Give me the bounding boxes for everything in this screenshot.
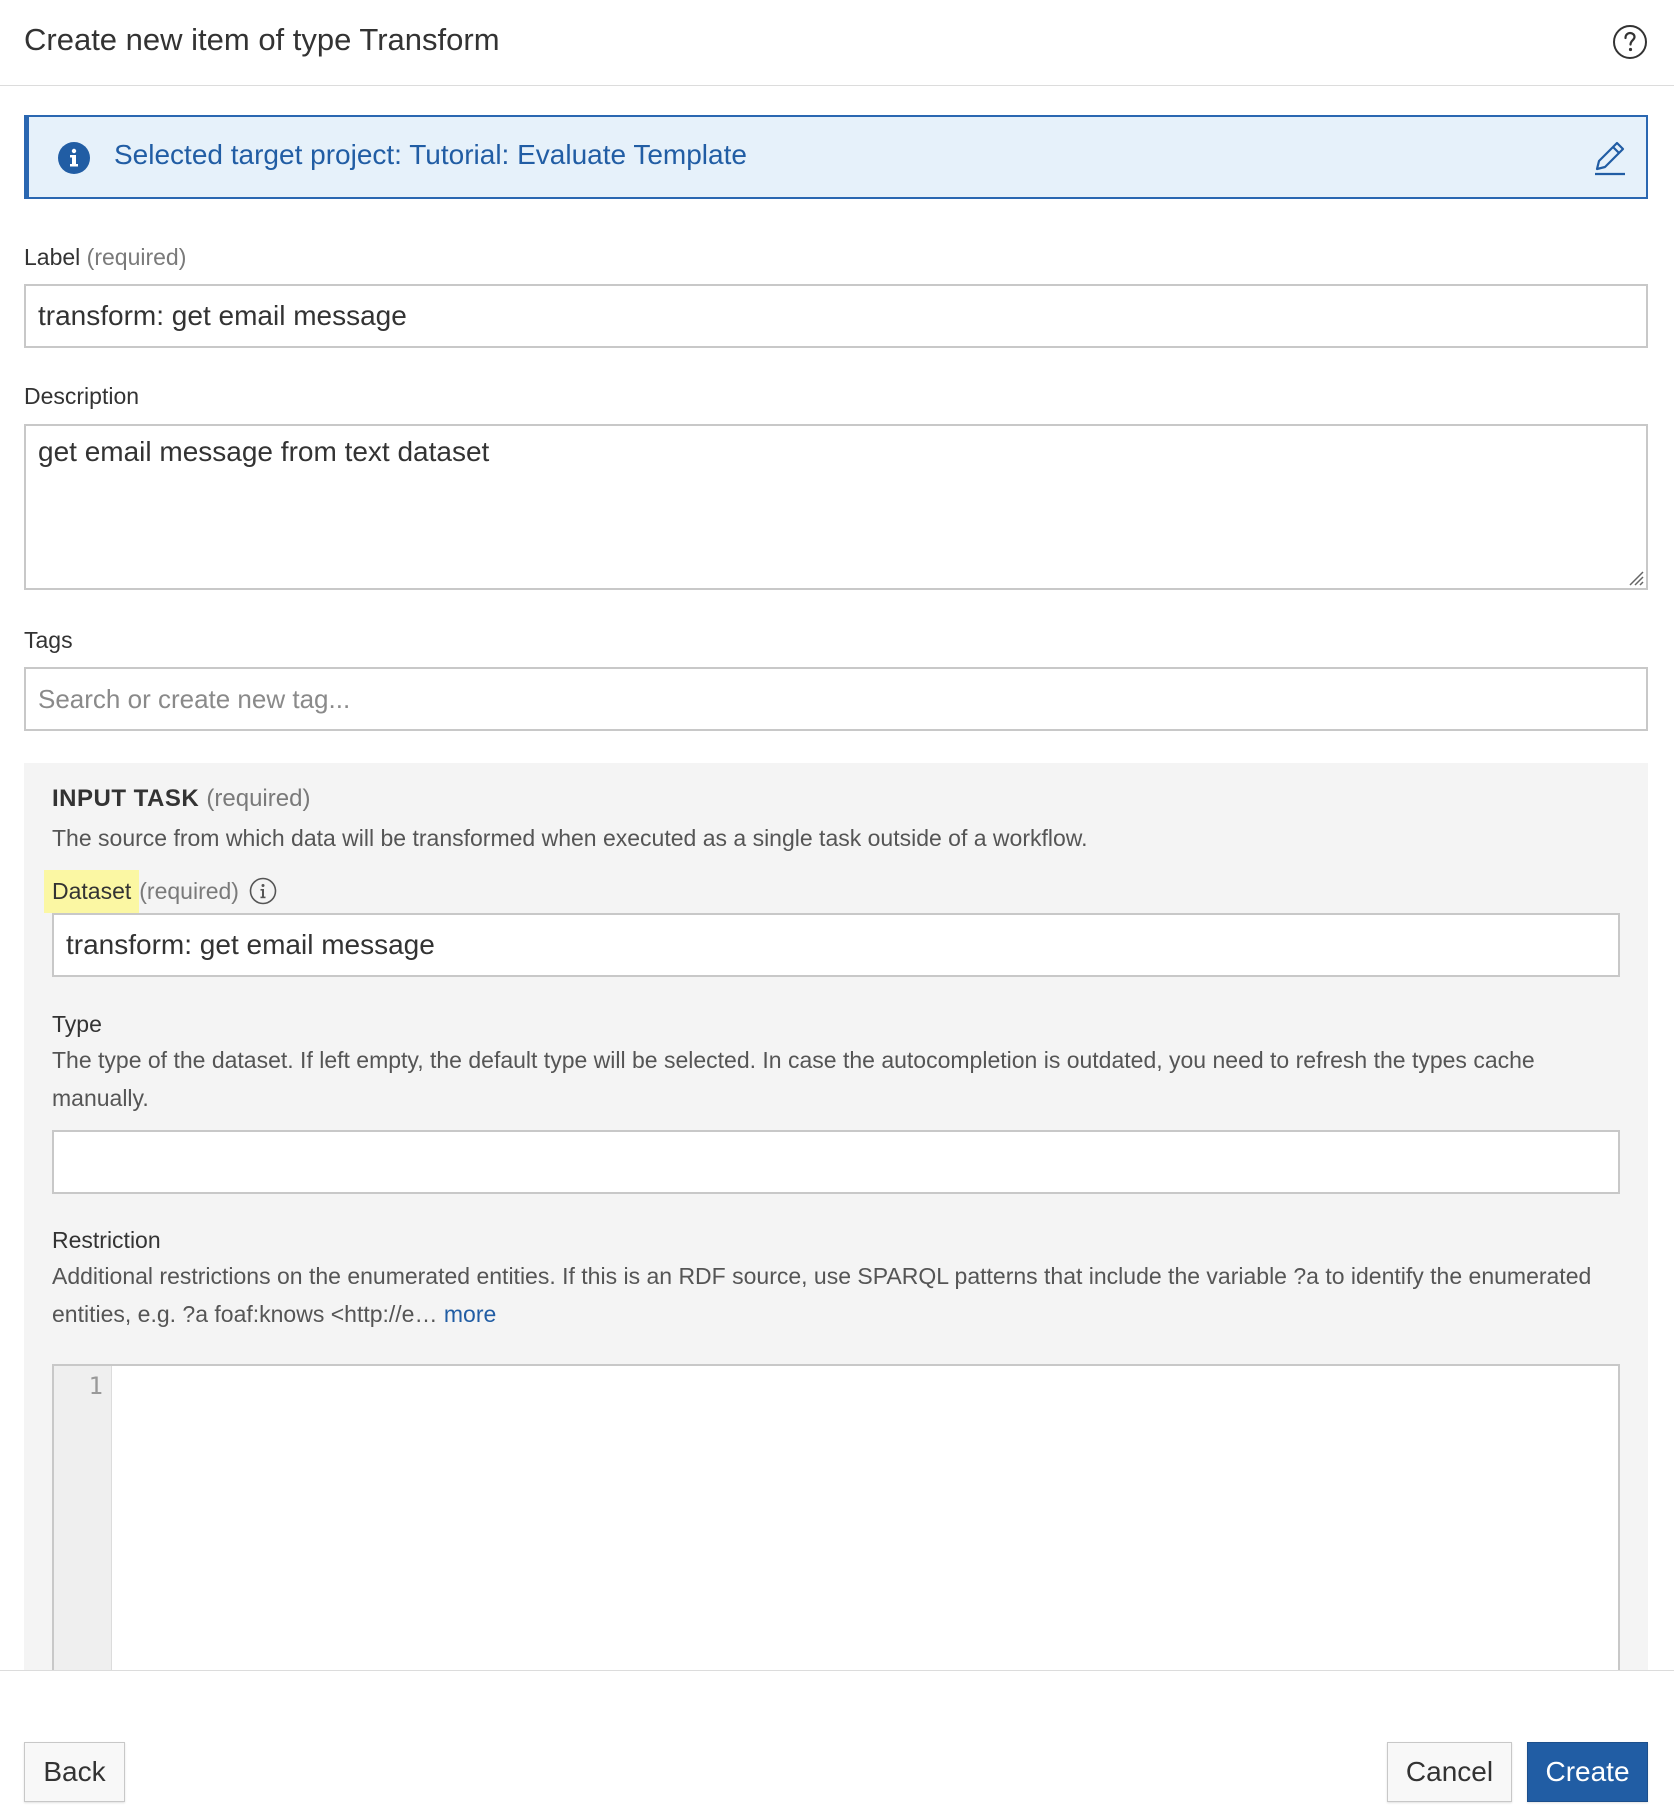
line-number-gutter: [54, 1366, 112, 1670]
description-value: get email message from text dataset: [38, 436, 490, 467]
restriction-code-editor[interactable]: [52, 1364, 1620, 1670]
type-field-label: Type: [52, 1011, 102, 1037]
dialog-footer: [0, 1670, 1674, 1814]
description-field-label: Description: [24, 383, 140, 409]
tags-input[interactable]: Search or create new tag...: [24, 667, 1648, 731]
target-project-text: Selected target project: Tutorial: Evaluate Template: [114, 139, 747, 170]
cancel-button[interactable]: Cancel: [1387, 1742, 1512, 1802]
restriction-field-label: Restriction: [52, 1227, 161, 1253]
line-number: 1: [88, 1372, 103, 1400]
dataset-field-label: [44, 869, 277, 913]
back-button[interactable]: Back: [24, 1742, 125, 1802]
type-input[interactable]: [52, 1130, 1620, 1194]
description-textarea[interactable]: [24, 424, 1648, 590]
type-description: The type of the dataset. If left empty, the default type will be selected. In case the autocompletion is outdated, you need to refresh the types cache manually.: [52, 1047, 1535, 1111]
input-task-required-hint: (required): [206, 785, 311, 812]
edit-pencil-icon[interactable]: [1591, 139, 1629, 177]
more-link[interactable]: more: [443, 1301, 497, 1327]
dialog-header: [0, 0, 1674, 86]
dialog-body: [0, 87, 1674, 1670]
dataset-required-hint: (required): [139, 877, 239, 904]
info-outline-icon[interactable]: [249, 877, 277, 905]
dataset-name-highlighted: Dataset: [44, 870, 139, 913]
label-input[interactable]: transform: get email message: [24, 284, 1648, 348]
label-field-label: [24, 244, 186, 271]
tags-field-label: Tags: [24, 627, 73, 653]
restriction-description-text: Additional restrictions on the enumerated entities. If this is an RDF source, use SPARQL patterns that include the variable ?a to identify the enumerated entities, e.g. ?a foaf:knows <http://e…: [52, 1263, 1592, 1327]
input-task-description: The source from which data will be transformed when executed as a single task outside of a workflow.: [52, 825, 1088, 851]
info-icon: [57, 141, 91, 175]
label-required-hint: (required): [86, 244, 187, 270]
label-name: Label: [24, 244, 81, 270]
input-task-heading: INPUT TASK: [52, 785, 200, 812]
dialog-title: Create new item of type Transform: [24, 22, 500, 57]
target-project-callout: [24, 115, 1648, 199]
create-button[interactable]: Create: [1527, 1742, 1648, 1802]
restriction-description: [52, 1257, 1622, 1333]
resize-grip-icon[interactable]: [1626, 568, 1644, 586]
input-task-title: [52, 785, 310, 813]
help-circle-icon[interactable]: [1612, 24, 1648, 60]
dataset-input[interactable]: transform: get email message: [52, 913, 1620, 977]
